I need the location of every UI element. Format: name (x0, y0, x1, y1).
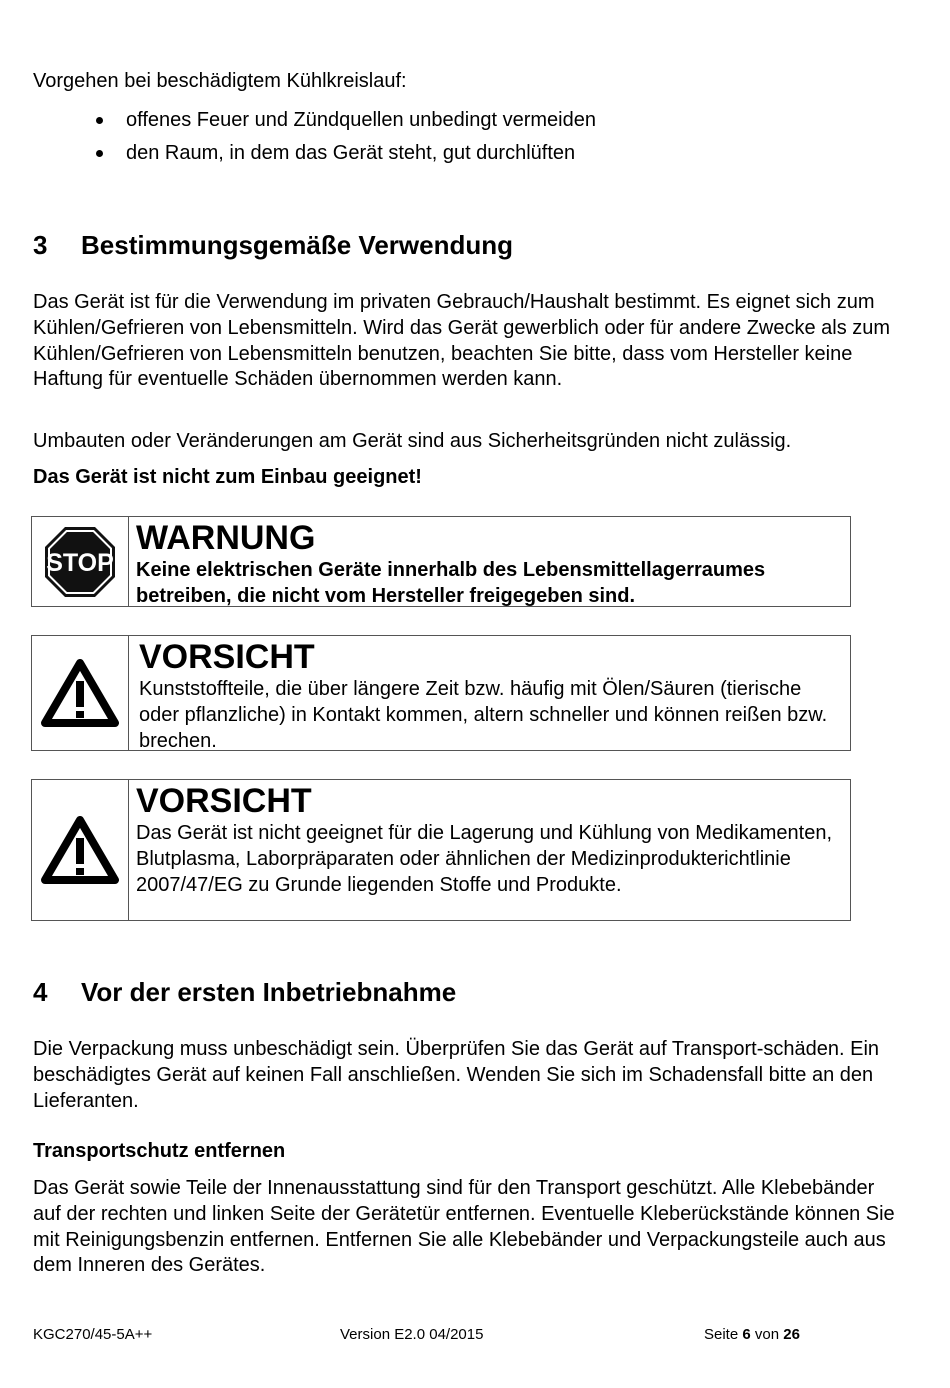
subheading: Transportschutz entfernen (33, 1140, 286, 1162)
bullet-icon (96, 117, 103, 124)
stop-sign-icon (43, 525, 117, 599)
section-4-paragraph-1: Die Verpackung muss unbeschädigt sein. Überprüfen Sie das Gerät auf Transport-schäden. Ein beschädigtes Gerät auf keinen Fall anschließen. Wenden Sie sich im Schadensfall bitte an den Lieferanten. (33, 1038, 880, 1112)
warning-box (31, 516, 851, 607)
section-3-bold-note: Das Gerät ist nicht zum Einbau geeignet! (33, 466, 422, 488)
notice-heading: VORSICHT (139, 638, 315, 676)
bullet-icon (96, 150, 103, 157)
bullet-list (33, 104, 596, 170)
notice-content (136, 780, 842, 898)
footer-page-number: Seite 6 von 26 (704, 1326, 800, 1343)
section-3-paragraph-2: Umbauten oder Veränderungen am Gerät sind aus Sicherheitsgründen nicht zulässig. (33, 430, 792, 452)
notice-content (139, 636, 842, 754)
section-title: Vor der ersten Inbetriebnahme (81, 977, 457, 1007)
notice-heading: VORSICHT (136, 782, 312, 820)
notice-text: Das Gerät ist nicht geeignet für die Lagerung und Kühlung von Medikamenten, Blutplasma, Laborpräparaten oder ähnlichen der Medizinprodukterichtlinie 2007/47/EG zu Grunde liegenden Stoffe und Produkte. (136, 822, 832, 896)
notice-content (136, 517, 842, 609)
footer-model: KGC270/45-5A++ (33, 1326, 153, 1343)
svg-text:STOP: STOP (46, 548, 114, 577)
caution-box (31, 779, 851, 921)
notice-heading: WARNUNG (136, 519, 316, 557)
notice-text: Keine elektrischen Geräte innerhalb des Lebensmittellagerraumes betreiben, die nicht vom Hersteller freigegeben sind. (136, 559, 766, 607)
list-item: den Raum, in dem das Gerät steht, gut durchlüften (33, 137, 596, 170)
section-number: 3 (33, 230, 48, 260)
icon-cell (32, 636, 129, 750)
list-item: offenes Feuer und Zündquellen unbedingt vermeiden (33, 104, 596, 137)
intro-text: Vorgehen bei beschädigtem Kühlkreislauf: (33, 70, 407, 92)
footer-version: Version E2.0 04/2015 (340, 1326, 484, 1343)
section-number: 4 (33, 977, 48, 1007)
icon-cell (32, 517, 129, 606)
notice-text: Kunststoffteile, die über längere Zeit bzw. häufig mit Ölen/Säuren (tierische oder pflanzliche) in Kontakt kommen, altern schneller und können reißen bzw. brechen. (139, 678, 828, 752)
section-title: Bestimmungsgemäße Verwendung (81, 230, 513, 260)
section-3-paragraph-1: Das Gerät ist für die Verwendung im privaten Gebrauch/Haushalt bestimmt. Es eignet sich zum Kühlen/Gefrieren von Lebensmitteln. Wird das Gerät gewerblich oder für andere Zwecke als zum Kühlen/Gefrieren von Lebensmitteln benutzen, beachten Sie bitte, dass vom Hersteller keine Haftung für eventuelle Schäden übernommen werden kann. (33, 291, 891, 391)
icon-cell (32, 780, 129, 920)
warning-triangle-icon (41, 659, 119, 727)
caution-box (31, 635, 851, 751)
section-4-paragraph-2: Das Gerät sowie Teile der Innenausstattung sind für den Transport geschützt. Alle Klebebänder auf der rechten und linken Seite der Gerätetür entfernen. Eventuelle Kleberückstände können Sie mit Reinigungsbenzin entfernen. Entfernen Sie alle Klebebänder und Verpackungsteile auch aus dem Inneren des Gerätes. (33, 1177, 895, 1277)
warning-triangle-icon (41, 816, 119, 884)
